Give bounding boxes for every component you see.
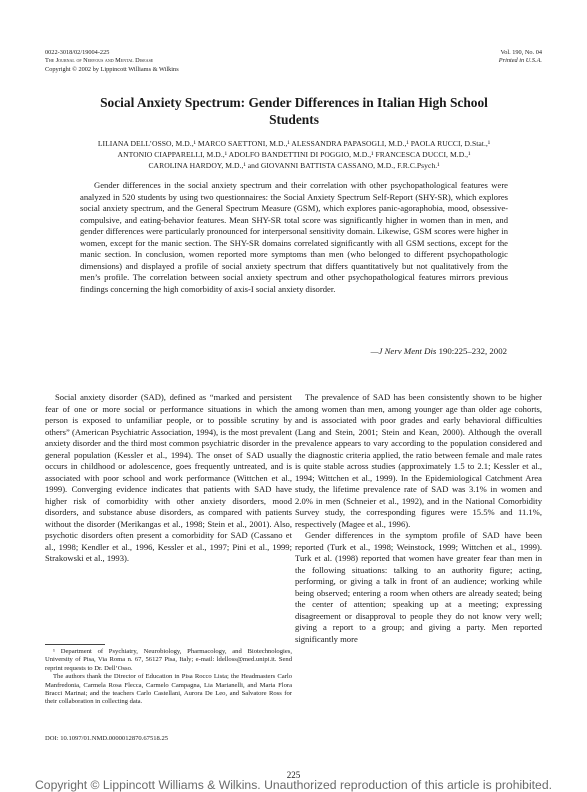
citation [371,346,507,356]
body-column-left [45,392,292,565]
author-line: ANTONIO CIAPPARELLI, M.D.,¹ ADOLFO BANDETTINI DI POGGIO, M.D.,¹ FRANCESCA DUCCI, M.D.,¹ [117,150,471,159]
citation-volume-pages: 190:225–232, 2002 [438,346,507,356]
doi: DOI: 10.1097/01.NMD.0000012870.67518.25 [45,735,169,742]
issn-code: 0022-3018/02/19004-225 [45,49,110,56]
volume-issue: Vol. 190, No. 04 [500,49,542,56]
body-paragraph: Gender differences in the symptom profile of SAD have been reported (Turk et al., 1998; Weinstock, 1999; Wittchen et al., 1999). Turk et al. (1998) reported that women have greater fear than men in the following situations: talking to an authority figure; acting, performing, or giving a talk in front of an audience; working while being observed; entering a room when others are already seated; being the center of attention; speaking up at a meeting; expressing disagreement or disapproval to people they do not know very well; giving a report to a group; and giving a party. Men reported significantly more [295,530,542,644]
abstract [80,180,508,295]
page-number: 225 [286,770,301,780]
copyright-banner: Copyright © Lippincott Williams & Wilkins. Unauthorized reproduction of this article is prohibited. [34,778,552,792]
affiliation-footnote: ¹ Department of Psychiatry, Neurobiology, Pharmacology, and Biotechnologies, University of Pisa, Via Roma n. 67, 56127 Pisa, Italy; e-mail: ldelloss@med.unipi.it. Send reprint requests to Dr. Dell’Osso. [45,648,292,672]
author-line: CAROLINA HARDOY, M.D.,¹ and GIOVANNI BATTISTA CASSANO, M.D., F.R.C.Psych.¹ [148,161,440,170]
abstract-text: Gender differences in the social anxiety spectrum and their correlation with other psychopathological features were analyzed in 520 students by using two questionnaires: the Social Anxiety Spectrum Self-Report (SHY-SR), which explores social anxiety spectrum, and the General Spectrum Measure (GSM), which explores panic-agoraphobia, mood, obsessive-compulsive, and eating-behavior features. Mean SHY-SR total score was significantly higher in women than in men, and gender differences were particularly pronounced for interpersonal sensitivity domain. Likewise, GSM scores were higher in women, except for the manic section. The SHY-SR domains correlated significantly with all GSM sections, except for the manic section. In conclusion, women reported more symptoms than men (who belonged to different psychopathologic dimensions) and displayed a profile of social anxiety spectrum that differs quantitatively but not qualitatively from the men’s profile. The correlation between social anxiety spectrum and other psychopathological features mirrors previous findings concerning the high comorbidity of axis-I social anxiety disorder. [80,180,508,294]
body-paragraph: The prevalence of SAD has been consistently shown to be higher among women than men, among younger age than older age cohorts, and is associated with poor grades and early behavioral difficulties (Lang and Stein, 2001; Stein and Kean, 2000). Although the overall prevalence appears to vary according to the population considered and the diagnostic criteria applied, the ratio between female and male rates is quite stable across studies (approximately 1.5 to 2.1; Kessler et al., 1994; Wittchen et al., 1999). In the Epidemiological Catchment Area study, the lifetime prevalence rate of SAD was 3.1% in women and 2.0% in men (Schneier et al., 1992), and in the National Comorbidity Survey study, the corresponding figures were 15.5% and 11.1%, respectively (Magee et al., 1996). [295,392,542,529]
author-list [36,138,552,171]
footnote-divider [45,644,105,645]
journal-header-left [45,49,179,74]
journal-name: The Journal of Nervous and Mental Disease [45,57,154,65]
footnotes [45,648,292,707]
author-line: LILIANA DELL’OSSO, M.D.,¹ MARCO SAETTONI, M.D.,¹ ALESSANDRA PAPASOGLI, M.D.,¹ PAOLA RUCCI, D.Stat.,¹ [97,139,491,148]
journal-header-right [499,49,542,66]
article-title: Social Anxiety Spectrum: Gender Differences in Italian High School Students [100,95,488,127]
body-column-right [295,392,542,645]
citation-journal: —J Nerv Ment Dis [370,346,437,356]
header-copyright: Copyright © 2002 by Lippincott Williams & Wilkins [45,65,179,73]
printed-in: Printed in U.S.A. [498,57,542,65]
body-paragraph: Social anxiety disorder (SAD), defined as “marked and persistent fear of one or more social or performance situations in which the person is exposed to unfamiliar people, or to possible scrutiny by others” (American Psychiatric Association, 1994), is the most prevalent anxiety disorder and the third most common psychiatric disorder in the general population (Kessler et al., 1994). The onset of SAD usually occurs in childhood or adolescence, goes frequently untreated, and is associated with poor school and work performance (Wittchen et al., 1999). Converging evidence indicates that patients with SAD have higher risk of comorbidity with other anxiety disorders, mood disorders, and substance abuse disorders, as compared with patients without the disorder (Merikangas et al., 1998; Stein et al., 2001). Also, psychotic disorders often present a comorbidity for SAD (Cassano et al., 1998; Kendler et al., 1996, Kessler et al., 1997; Pini et al., 1999; Strakowski et al., 1993). [45,392,292,563]
acknowledgment-footnote: The authors thank the Director of Education in Pisa Rocco Lista; the Headmasters Carlo Manfredonia, Carmela Rosa Flecca, Carmelo Campagna, Lia Marianelli, and Maria Flora Bracci Marinai; and the teachers Carlo Castellani, Aurora De Leo, and Salvatore Ross for their collaboration in collecting data. [45,673,292,706]
